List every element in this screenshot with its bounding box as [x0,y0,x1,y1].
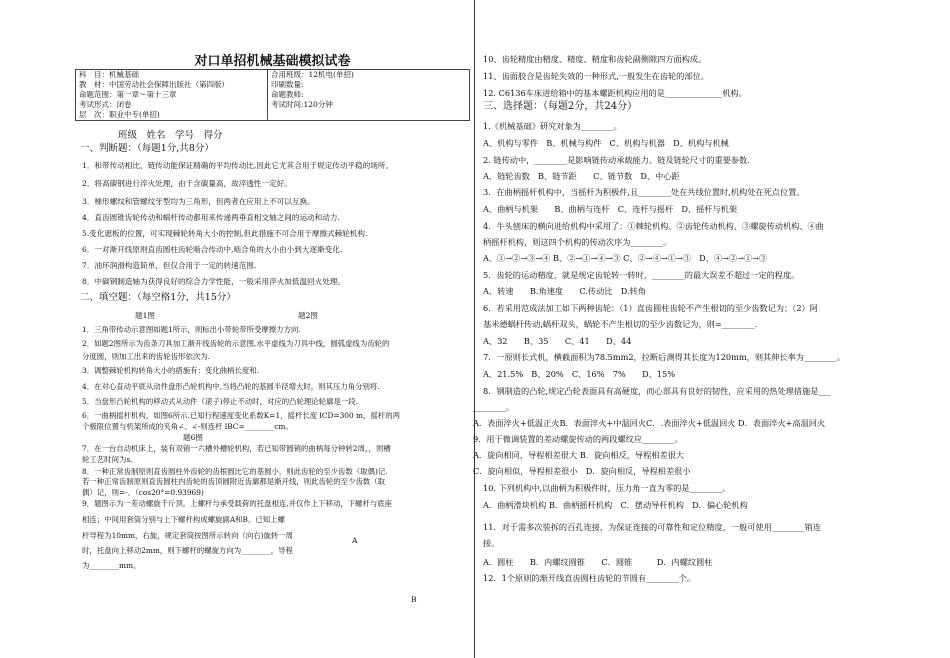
figure-1-label: 题1图 [135,311,156,320]
choice-options: A．旋向相同，导程相差很大 B．旋向相反，导程相差很大 [473,450,685,460]
info-scope: 命题范围：第一章～第十三章 [79,90,177,99]
fill-item: 杆导程为10mm，右旋，规定套筒按图所示转向（向右)旋转一周 [82,531,294,540]
choice-question: 接。 [483,538,500,548]
figure-2-label: 题2图 [298,311,319,320]
choice-question: 11．对于需多次装拆的百孔连接，为保证连接的可靠性和定位精度，一般可使用________销连 [483,522,821,532]
fill-item: 9．题图示为一差动螺旋千斤顶。上螺杆与承受载荷的托盘相连,并仅作上下移动，下螺杆与底座 [82,499,393,508]
fill-item: 轮工艺时间为s。 [82,455,138,464]
choice-options: A、21.5% B、20% C、16% 7% D、15% [483,369,676,379]
judge-item: 8．中碳钢制造轴为获得良好的综合力学性能，一般采用淬火加低温回火处理。 [82,277,346,286]
fill-item: 12. C6136车床进给箱中的基本螺距机构应用的是______________机构。 [483,88,747,98]
fill-item: 3．调整棘轮机构转角大小的措施有：变化曲柄长度和. [82,366,260,375]
fill-item: 若一种正常齿制原则直齿圆柱内齿轮的齿顶圆附近齿廓都是渐开线，则此齿轮的至少齿数（取 [82,477,386,486]
fill-item: 5．当盘形凸轮机构的移动式从动件（滚子)停止不动时，对应的凸轮理论轮廓是一段. [82,397,359,406]
info-print-count: 印刷数量: [271,80,304,89]
info-level: 层 次：职业中专(单招) [79,110,160,119]
judge-item: 4．直齿圆锥齿轮传动和蜗杆传动都用来传递两垂直相交轴之间的运动和动力. [82,213,340,222]
fill-item: 10、齿轮精度由精度、精度、精度和齿轮副侧隙四方面构成。 [483,54,707,64]
section-judge-heading: 一、判断题：（每题1分,共8分） [80,143,214,154]
fill-item: 时，托盘向上移动2mm，则下螺杆的螺旋方向为________，导程 [82,546,293,555]
judge-item: 1．和带传动相比，链传动能保证精确的平均传动比,因此它尤其合用于规定传动平稳的场所。 [82,161,393,170]
choice-question: ________。 [473,402,514,412]
choice-question: 柄摇杆机构，则这四个机构的传动次序为________。 [483,237,672,247]
judge-item: 5.变化遮板的位置，可实现棘轮转角大小的控制,但此措施不可合用于摩擦式棘轮机构. [82,229,368,238]
choice-question: 1.《机械基础》研究对象为________。 [483,121,622,131]
info-textbook: 教 材：中国劳动社会保障出版社（第四版） [79,80,229,89]
fill-item: 偶）记，则=-．（cos20°=0.93969) [82,488,204,497]
fill-item: 4．在对心直动平底从动件盘形凸轮机构中,当将凸轮的基圆半径增大时，则其压力角分别将. [82,382,380,391]
choice-options: A、32 B、35 C、41 D、44 [483,336,632,346]
info-time: 考试时间:120分钟 [271,100,333,109]
exam-info-table [75,69,470,121]
section-fill-heading: 二、填空题：（每空格1分，共15分） [80,292,236,303]
choice-options: C．旋向相似，导程相差很小 D．旋向相反，导程相差很小 [473,466,691,476]
choice-options: A．圆柱 B．内螺纹圆锥 C．圆锥 D．内螺纹圆柱 [483,557,713,567]
choice-question: 5．齿轮的运动精度，就是规定齿轮转一转时，________的最大误差不超过一定的程度。 [483,270,800,280]
fill-item: 6．一曲柄摇杆机构，如图6所示.已知行程速度变化系数K=1，摇杆长度 lCD=300 m，摇杆的两 [82,411,401,420]
info-teacher: 命题教师: [271,90,304,99]
fill-item: 相连；中间用套筒分别与上下螺杆构成螺旋副A和B。已知上螺 [82,515,285,524]
judge-item: 7．油环润滑构造简单，但仅合用于一定的转速范围. [82,261,257,270]
choice-options: A、机构与零件 B、机械与构件 C、机构与机器 D、机构与机械 [483,138,729,148]
fill-item: 8．一种正常齿制原则直齿圆柱外齿轮的齿根圆比它的基圆小，则此齿轮的至少齿数（取偶)记. [82,467,388,476]
fill-item: 11、齿面胶合是齿轮失效的一种形式,一般发生在齿轮的部位。 [483,71,709,81]
choice-options: A、链轮齿数 B、链节距 C、链节数 D、中心距 [483,171,680,181]
judge-item: 2．将高碳钢进行淬火处理，由于含碳量高，故淬透性一定好。 [82,179,292,188]
choice-options: A、转速 B.角速度 C.传动比 D.转角 [483,286,646,296]
student-line: 班级 姓名 学号 得分 [118,130,223,141]
choice-question: 8．钢制造的凸轮,规定凸轮表面具有高硬度，而心部具有良好的韧性，应采用的热处理措施是___ [483,386,831,396]
choice-question: 10. 下列机构中,以曲柄为积极件时，压力角一直为零的是________。 [483,483,731,493]
figure-label-b: B [411,595,417,604]
choice-options: A．曲柄滑块机构 B．曲柄摇杆机构 C．摆动导杆机构 D．偏心轮机构 [483,500,748,510]
choice-question: 4．牛头刨床的横向进给机构中采用了：①棘轮机构、②齿轮传动机构、③螺旋传动机构、④曲 [483,221,824,231]
choice-question: 9．用于微调装置的差动螺旋传动的两段螺纹应________。 [473,434,683,444]
fill-item: 分度圆，则加工出来的齿轮齿形依次为. [82,352,210,361]
choice-options: A、①→②→③→④ B、②→①→④→③ C、②→④→①→③ D、④→②→①→③ [483,253,768,263]
section-choice-heading: 三、选择题：（每题2分，共24分） [483,101,638,112]
figure-label-a: A [352,536,358,545]
choice-question: 2. 链传动中，________是影响链传动承载能力、链及链轮尺寸的重要参数. [483,155,750,165]
page-title: 对口单招机械基础模拟试卷 [194,54,351,69]
fill-item: 1．三角带传动示意图如题1所示，则标出小带轮带所受摩擦力方向. [82,325,301,334]
choice-options: A、曲柄与机架 B、曲柄与连杆 C、连杆与摇杆 D、摇杆与机架 [483,204,738,214]
judge-item: 6．一对渐开线原则直齿圆柱齿轮啮合传动中,啮合角的大小由小到大逐渐变化. [82,245,343,254]
choice-options: A．表面淬火+低温正火B．表面淬火+中温回火C．.表面淬火+低温回火 D．表面淬火+高温回火 [473,418,826,428]
info-subject: 科 目：机械基础 [79,70,139,79]
column-divider [474,0,475,658]
info-class: 合用班级：12机电(单招) [271,70,354,79]
info-format: 考试形式：闭卷 [79,100,132,109]
choice-question: 6．若采用范成法加工如下两种齿轮：（1）直齿圆柱齿轮不产生根切的至少齿数记为；（2）阿 [483,303,818,313]
choice-question: 基米德蜗杆传动,蜗杆双头，蜗轮不产生根切的至少齿数记为，则=________. [483,319,758,329]
fill-item: 个极限位置与机架所成的夹角∠、∠-则连杆 lBC=________cm。 [82,422,293,431]
fill-item: 为________mm。 [82,561,141,570]
figure-6-label: 题6图 [183,433,204,442]
choice-question: 7．一原则长式机，横截面积为78.5mm2，拉断后测得其长度为120mm，则其伸长率为________。 [483,352,845,362]
choice-question: 3．在曲柄摇杆机构中，当摇杆为积极件,且________处在共线位置时,机构处在死点位置。 [483,187,805,197]
choice-question: 12．1个原则的渐开线直齿圆柱齿轮的节圆有________个。 [483,573,696,583]
fill-item: 7．在一台自动机床上，装有双销一六槽外槽轮机构，若已知带圆销的曲柄每分钟转2周，，则槽 [82,444,391,453]
judge-item: 3．梯形螺纹和管螺纹牙型均为三角形，但两者在应用上不可以互换。 [82,197,315,206]
fill-item: 2．如题2图所示为齿条刀具加工渐开线齿轮的示意图,水平虚线为刀具中线，圆弧虚线为齿轮的 [82,339,390,348]
